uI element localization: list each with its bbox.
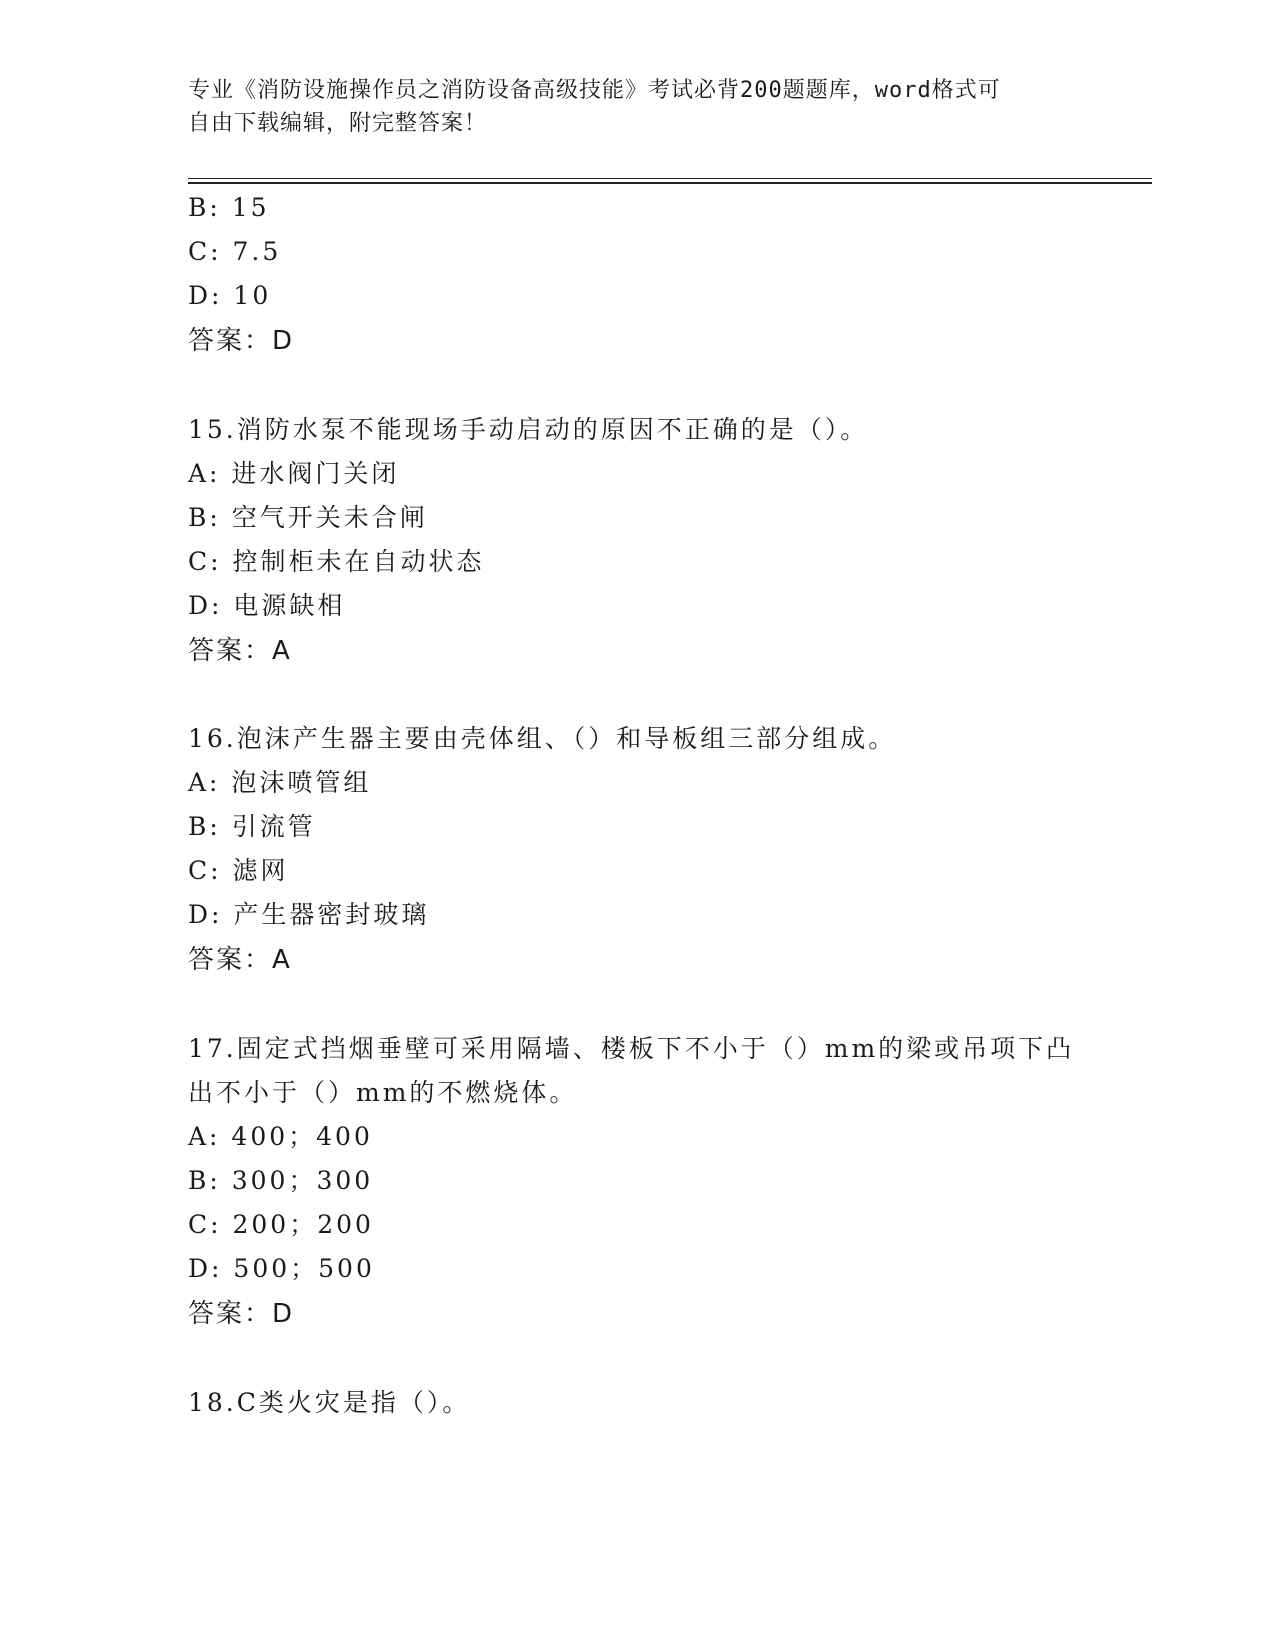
q15-answer: 答案：A [188, 636, 292, 666]
q16-option-d: D: 产生器密封玻璃 [188, 900, 430, 929]
q17-option-d: D: 500；500 [188, 1254, 375, 1283]
header-line-2: 自由下载编辑，附完整答案！ [188, 111, 488, 136]
q14-option-b: B: 15 [188, 193, 270, 222]
q17-question-line-2: 出不小于（）mm的不燃烧体。 [188, 1078, 578, 1107]
q17-option-a: A: 400；400 [188, 1122, 373, 1151]
q14-option-d: D: 10 [188, 281, 272, 310]
q17-option-c: C: 200；200 [188, 1210, 374, 1239]
q16-option-b: B: 引流管 [188, 812, 316, 841]
q16-option-a: A: 泡沫喷管组 [188, 768, 372, 797]
header-line-1: 专业《消防设施操作员之消防设备高级技能》考试必背200题题库，word格式可 [188, 78, 1001, 103]
q15-option-c: C: 控制柜未在自动状态 [188, 547, 485, 576]
q17-option-b: B: 300；300 [188, 1166, 374, 1195]
q14-answer: 答案：D [188, 326, 295, 356]
header-divider-thin [188, 178, 1152, 179]
q15-question: 15.消防水泵不能现场手动启动的原因不正确的是（）。 [188, 415, 869, 444]
q16-option-c: C: 滤网 [188, 856, 289, 885]
q14-option-c: C: 7.5 [188, 237, 282, 266]
q15-option-a: A: 进水阀门关闭 [188, 459, 400, 488]
q16-answer: 答案：A [188, 945, 292, 975]
q15-option-b: B: 空气开关未合闸 [188, 503, 428, 532]
q16-question: 16.泡沫产生器主要由壳体组、（）和导板组三部分组成。 [188, 724, 897, 753]
q18-question: 18.C类火灾是指（）。 [188, 1388, 471, 1417]
header-divider-thick [188, 182, 1152, 184]
q17-answer: 答案：D [188, 1299, 295, 1329]
document-header [188, 74, 1088, 140]
q17-question-line-1: 17.固定式挡烟垂壁可采用隔墙、楼板下不小于（）mm的梁或吊项下凸 [188, 1034, 1075, 1063]
q15-option-d: D: 电源缺相 [188, 591, 346, 620]
